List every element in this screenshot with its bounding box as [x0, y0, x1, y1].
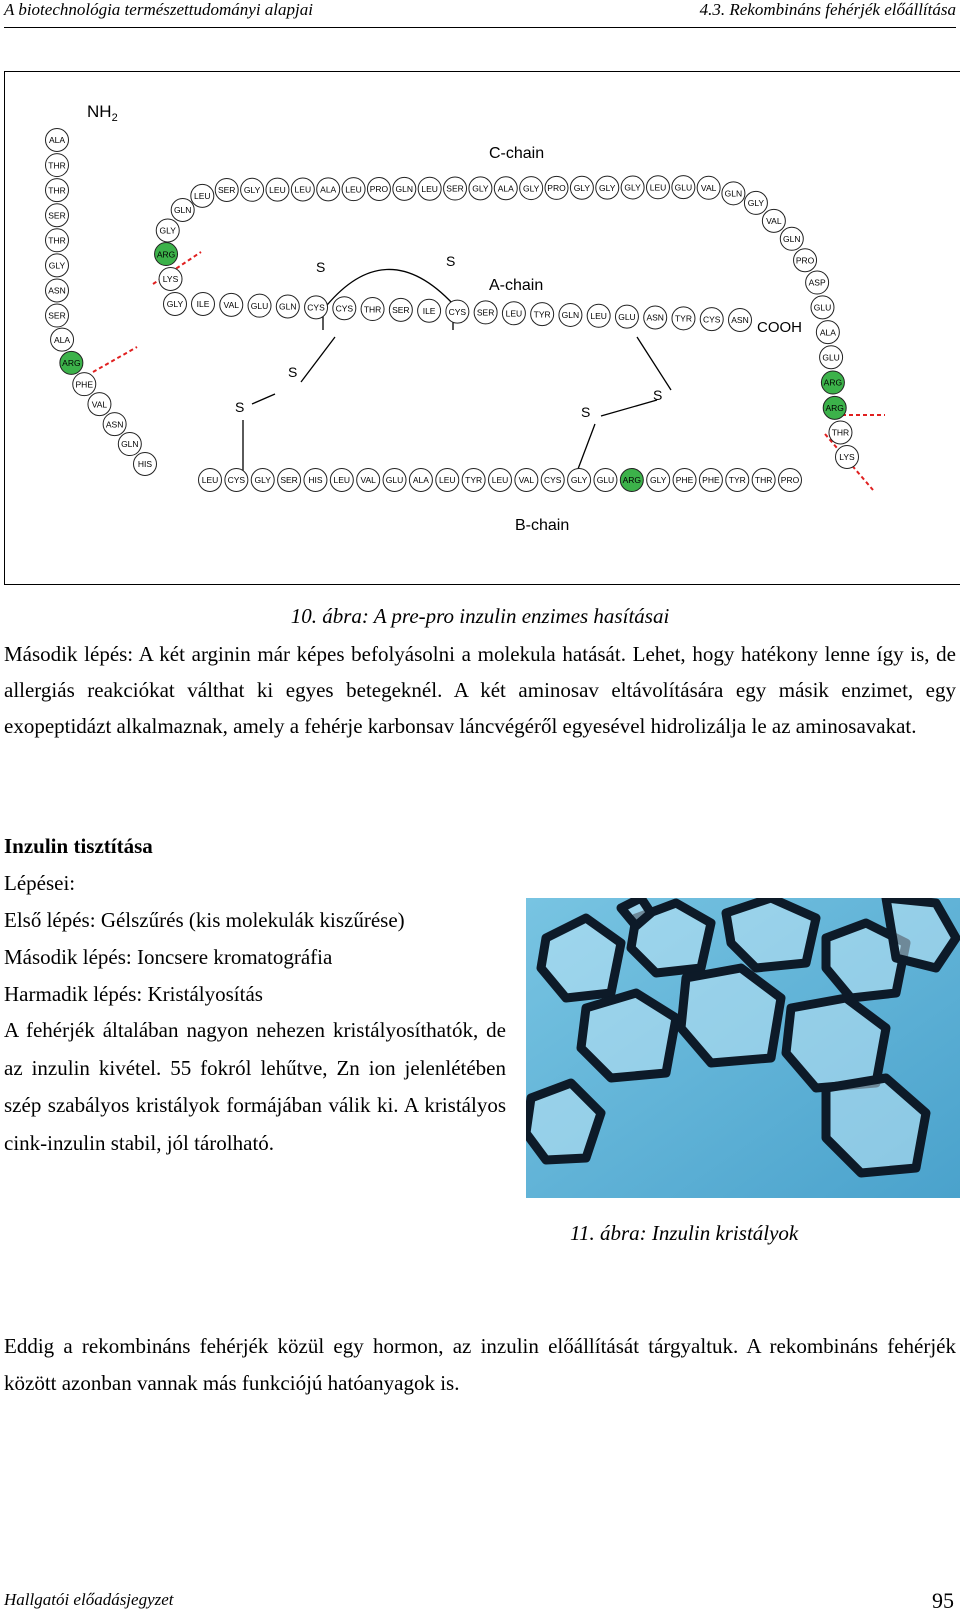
residue-val: [220, 293, 243, 316]
svg-text:SER: SER: [476, 307, 495, 318]
residue-ala: [46, 129, 69, 152]
residue-leu: [418, 177, 441, 200]
svg-text:SER: SER: [48, 310, 66, 321]
residue-cys: [333, 297, 356, 320]
svg-text:GLN: GLN: [724, 188, 743, 199]
residue-his: [304, 469, 327, 492]
svg-text:GLN: GLN: [395, 184, 414, 195]
svg-text:HIS: HIS: [137, 459, 153, 470]
residue-gln: [118, 433, 141, 456]
residue-thr: [46, 154, 69, 177]
residue-ser: [46, 204, 69, 227]
svg-text:HIS: HIS: [308, 475, 323, 486]
residue-his: [134, 453, 157, 476]
bond-line: [252, 394, 275, 404]
residue-arg: [60, 351, 83, 374]
residue-leu: [646, 176, 669, 199]
residue-cys: [446, 300, 469, 323]
cleavage-mark: [93, 347, 137, 372]
svg-text:LEU: LEU: [294, 184, 312, 195]
residue-gly: [570, 176, 593, 199]
residue-glu: [820, 346, 843, 369]
residue-gly: [156, 219, 179, 242]
svg-text:GLY: GLY: [159, 225, 176, 236]
svg-text:LEU: LEU: [201, 475, 219, 486]
svg-text:ASN: ASN: [646, 312, 664, 323]
residue-thr: [361, 298, 384, 321]
running-header-left: A biotechnológia természettudományi alapjai: [4, 0, 313, 19]
residue-leu: [342, 178, 365, 201]
residue-asn: [46, 279, 69, 302]
sulfur-label: S: [581, 404, 591, 420]
page-number: 95: [932, 1588, 954, 1613]
proinsulin-diagram-svg: [5, 72, 960, 584]
residue-leu: [489, 469, 512, 492]
crystal-shape: [581, 993, 676, 1078]
svg-text:SER: SER: [446, 183, 464, 194]
residue-asn: [103, 413, 126, 436]
residue-tyr: [672, 307, 695, 330]
residue-gly: [241, 178, 264, 201]
nh2-label: NH: [87, 102, 112, 121]
residue-leu: [199, 469, 222, 492]
residue-arg: [823, 396, 846, 419]
svg-text:GLU: GLU: [674, 182, 693, 193]
svg-text:THR: THR: [48, 185, 66, 196]
residue-ile: [418, 299, 441, 322]
crystal-shape: [726, 898, 816, 968]
residue-val: [697, 176, 720, 199]
sulfur-label: S: [288, 364, 298, 380]
step-1: Első lépés: Gélszűrés (kis molekulák kiszűrése): [4, 908, 405, 932]
sulfur-label: S: [235, 399, 245, 415]
residue-gly: [568, 469, 591, 492]
svg-text:CYS: CYS: [543, 475, 562, 486]
svg-text:ASN: ASN: [731, 315, 749, 326]
residue-thr: [46, 229, 69, 252]
svg-text:THR: THR: [831, 427, 850, 438]
residue-tyr: [462, 469, 485, 492]
svg-text:ILE: ILE: [196, 299, 210, 310]
svg-text:GLN: GLN: [561, 310, 580, 321]
svg-text:CYS: CYS: [307, 302, 325, 313]
svg-text:THR: THR: [48, 235, 66, 246]
residue-phe: [673, 469, 696, 492]
svg-text:TYR: TYR: [728, 475, 746, 486]
svg-text:VAL: VAL: [91, 399, 108, 410]
residue-gln: [393, 177, 416, 200]
residue-gly: [251, 469, 274, 492]
svg-text:ARG: ARG: [825, 403, 844, 414]
svg-text:VAL: VAL: [766, 216, 782, 227]
residue-glu: [672, 176, 695, 199]
svg-text:CYS: CYS: [335, 303, 354, 314]
crystal-shape: [786, 998, 886, 1088]
figure-proinsulin-diagram: [4, 71, 960, 585]
residue-leu: [587, 304, 610, 327]
svg-text:GLY: GLY: [573, 182, 591, 193]
svg-text:GLN: GLN: [121, 439, 139, 450]
residue-gly: [520, 177, 543, 200]
residue-gln: [276, 295, 299, 318]
svg-text:PHE: PHE: [75, 379, 94, 390]
residue-glu: [383, 469, 406, 492]
svg-text:SER: SER: [217, 185, 236, 196]
svg-text:VAL: VAL: [518, 475, 535, 486]
residue-asp: [806, 271, 829, 294]
step-2: Második lépés: Ioncsere kromatográfia: [4, 945, 333, 969]
residue-pro: [779, 469, 802, 492]
svg-text:PRO: PRO: [780, 475, 800, 486]
residue-val: [88, 393, 111, 416]
svg-text:LEU: LEU: [649, 182, 667, 193]
svg-text:GLN: GLN: [173, 205, 192, 216]
svg-text:GLY: GLY: [243, 185, 261, 196]
residue-thr: [46, 179, 69, 202]
svg-text:VAL: VAL: [700, 183, 717, 194]
crystallization-paragraph: A fehérjék általában nagyon nehezen kristályosíthatók, de az inzulin kivétel. 55 fokról lehűtve, Zn ion jelenlétében szép szabályos kristályok formájában válik ki. A kristályos cink-inzulin stabil, jól tárolható.: [4, 1018, 506, 1155]
svg-text:VAL: VAL: [360, 475, 376, 486]
residue-ala: [409, 469, 432, 492]
svg-text:GLU: GLU: [250, 300, 269, 311]
svg-text:LEU: LEU: [345, 184, 362, 195]
svg-text:PHE: PHE: [675, 475, 694, 486]
svg-text:GLN: GLN: [783, 233, 801, 244]
residue-leu: [436, 469, 459, 492]
svg-text:GLU: GLU: [813, 302, 832, 313]
svg-text:LYS: LYS: [162, 274, 179, 285]
svg-text:LEU: LEU: [590, 310, 607, 321]
svg-text:GLY: GLY: [624, 182, 641, 193]
svg-text:GLY: GLY: [747, 198, 765, 209]
residue-val: [515, 469, 538, 492]
svg-text:THR: THR: [48, 160, 66, 171]
svg-text:GLN: GLN: [279, 301, 297, 312]
svg-text:TYR: TYR: [465, 475, 483, 486]
svg-text:TYR: TYR: [533, 309, 551, 320]
svg-text:LEU: LEU: [333, 475, 351, 486]
svg-text:NH2: [87, 102, 118, 124]
running-footer-left: Hallgatói előadásjegyzet: [4, 1590, 174, 1609]
b-chain-label: B-chain: [515, 517, 570, 534]
svg-text:LEU: LEU: [438, 475, 456, 486]
residue-gln: [780, 227, 803, 250]
residue-arg: [620, 469, 643, 492]
crystal-shape: [681, 968, 781, 1063]
residue-thr: [752, 469, 775, 492]
svg-text:GLU: GLU: [618, 311, 636, 322]
residue-ser: [278, 469, 301, 492]
residue-cys: [225, 469, 248, 492]
insulin-crystals-svg: [526, 898, 960, 1198]
svg-text:ASN: ASN: [48, 285, 66, 296]
svg-text:GLU: GLU: [822, 352, 840, 363]
crystal-shape: [541, 918, 621, 998]
residue-gly: [744, 191, 767, 214]
residue-ser: [474, 301, 497, 324]
svg-text:ALA: ALA: [497, 183, 514, 194]
svg-text:THR: THR: [363, 304, 382, 315]
residue-pro: [545, 176, 568, 199]
insulin-crystals-image: [526, 898, 960, 1198]
svg-text:THR: THR: [754, 475, 773, 486]
residue-phe: [73, 373, 96, 396]
bond-line: [301, 337, 335, 382]
svg-text:GLY: GLY: [254, 475, 271, 486]
residue-ser: [46, 304, 69, 327]
sulfur-label: S: [446, 253, 456, 269]
svg-text:CYS: CYS: [448, 306, 467, 317]
sulfur-label: S: [316, 259, 326, 275]
svg-text:PRO: PRO: [547, 183, 566, 194]
section-title: Inzulin tisztítása: [4, 834, 153, 858]
residue-gln: [722, 182, 745, 205]
residue-val: [762, 209, 785, 232]
residue-pro: [794, 249, 817, 272]
residue-glu: [615, 305, 638, 328]
residue-phe: [699, 469, 722, 492]
svg-text:GLU: GLU: [596, 475, 615, 486]
header-rule: [4, 27, 956, 28]
residue-glu: [811, 296, 834, 319]
svg-text:ARG: ARG: [823, 377, 843, 388]
residue-gly: [164, 293, 187, 316]
residue-gly: [647, 469, 670, 492]
residue-arg: [155, 243, 178, 266]
svg-text:ARG: ARG: [156, 249, 176, 260]
figure-11-caption: 11. ábra: Inzulin kristályok: [570, 1221, 799, 1245]
nh2-subscript: 2: [111, 112, 118, 124]
residue-ala: [816, 321, 839, 344]
svg-text:ALA: ALA: [320, 184, 337, 195]
residue-leu: [266, 178, 289, 201]
steps-label: Lépései:: [4, 871, 76, 895]
residue-asn: [729, 309, 752, 332]
svg-text:LEU: LEU: [491, 475, 509, 486]
residue-asn: [644, 306, 667, 329]
running-header-right: 4.3. Rekombináns fehérjék előállítása: [699, 0, 956, 19]
svg-text:LEU: LEU: [269, 184, 286, 195]
residue-arg: [821, 371, 844, 394]
residue-cys: [700, 308, 723, 331]
residue-cys: [305, 296, 328, 319]
svg-text:GLY: GLY: [48, 260, 66, 271]
svg-text:TYR: TYR: [674, 313, 692, 324]
residue-ala: [317, 178, 340, 201]
residue-ser: [444, 177, 467, 200]
svg-text:CYS: CYS: [702, 314, 721, 325]
residue-tyr: [726, 469, 749, 492]
svg-text:GLY: GLY: [522, 183, 540, 194]
residue-glu: [248, 294, 271, 317]
svg-text:LEU: LEU: [505, 308, 523, 319]
svg-text:GLY: GLY: [649, 475, 667, 486]
svg-text:ARG: ARG: [62, 358, 81, 369]
figure-10-caption: 10. ábra: A pre-pro inzulin enzimes hasításai: [290, 604, 670, 628]
residue-ser: [215, 178, 238, 201]
residue-ala: [51, 328, 74, 351]
svg-text:PHE: PHE: [702, 475, 720, 486]
a-chain-label: A-chain: [489, 277, 544, 294]
svg-text:ALA: ALA: [412, 475, 429, 486]
residue-gly: [596, 176, 619, 199]
svg-text:ALA: ALA: [819, 327, 836, 338]
svg-text:PRO: PRO: [369, 184, 389, 195]
svg-text:GLU: GLU: [385, 475, 404, 486]
residue-pro: [367, 178, 390, 201]
bond-line: [637, 337, 671, 390]
svg-text:SER: SER: [392, 305, 410, 316]
svg-text:CYS: CYS: [227, 475, 246, 486]
residue-ile: [192, 293, 215, 316]
svg-text:GLY: GLY: [570, 475, 588, 486]
cooh-label: COOH: [757, 319, 802, 336]
step-3: Harmadik lépés: Kristályosítás: [4, 982, 263, 1006]
svg-text:ASN: ASN: [105, 419, 124, 430]
residue-gln: [559, 303, 582, 326]
svg-text:LEU: LEU: [194, 191, 211, 202]
residue-gly: [469, 177, 492, 200]
bond-line: [601, 400, 657, 416]
svg-text:GLY: GLY: [472, 183, 489, 194]
residue-gln: [171, 199, 194, 222]
residue-lys: [836, 446, 859, 469]
svg-text:SER: SER: [48, 210, 66, 221]
svg-text:ALA: ALA: [54, 334, 71, 345]
residue-thr: [829, 421, 852, 444]
residue-glu: [594, 469, 617, 492]
residue-lys: [159, 268, 182, 291]
residue-ser: [389, 298, 412, 321]
svg-text:GLY: GLY: [166, 299, 184, 310]
residue-cys: [541, 469, 564, 492]
svg-text:PRO: PRO: [795, 255, 815, 266]
c-chain-label: C-chain: [489, 145, 545, 162]
residue-leu: [291, 178, 314, 201]
residue-leu: [330, 469, 353, 492]
closing-paragraph: Eddig a rekombináns fehérjék közül egy hormon, az inzulin előállítását tárgyaltuk. A rekombináns fehérjék között azonban vannak más funkciójú hatóanyagok is.: [4, 1334, 956, 1395]
svg-text:SER: SER: [280, 475, 298, 486]
residue-gly: [46, 254, 69, 277]
residue-tyr: [531, 303, 554, 326]
svg-text:GLY: GLY: [599, 182, 616, 193]
residue-gly: [621, 176, 644, 199]
paragraph-arginine-removal: Második lépés: A két arginin már képes befolyásolni a molekula hatását. Lehet, hogy hatékony lenne így is, de allergiás reakciókat válthat ki egyes betegeknél. A két aminosav eltávolítására egy másik enzimet, egy exopeptidázt alkalmaznak, amely a fehérje karbonsav láncvégéről egyesével hidrolizálja le az aminosavakat.: [4, 642, 956, 738]
residue-val: [357, 469, 380, 492]
svg-text:ILE: ILE: [422, 305, 436, 316]
sulfur-label: S: [653, 387, 663, 403]
svg-text:ALA: ALA: [48, 135, 66, 146]
residue-leu: [502, 302, 525, 325]
svg-text:ASP: ASP: [808, 277, 826, 288]
residue-ala: [494, 177, 517, 200]
svg-text:ARG: ARG: [622, 475, 642, 486]
svg-text:LYS: LYS: [839, 452, 855, 463]
residue-leu: [191, 184, 214, 207]
svg-text:VAL: VAL: [223, 300, 239, 311]
svg-text:LEU: LEU: [421, 183, 438, 194]
